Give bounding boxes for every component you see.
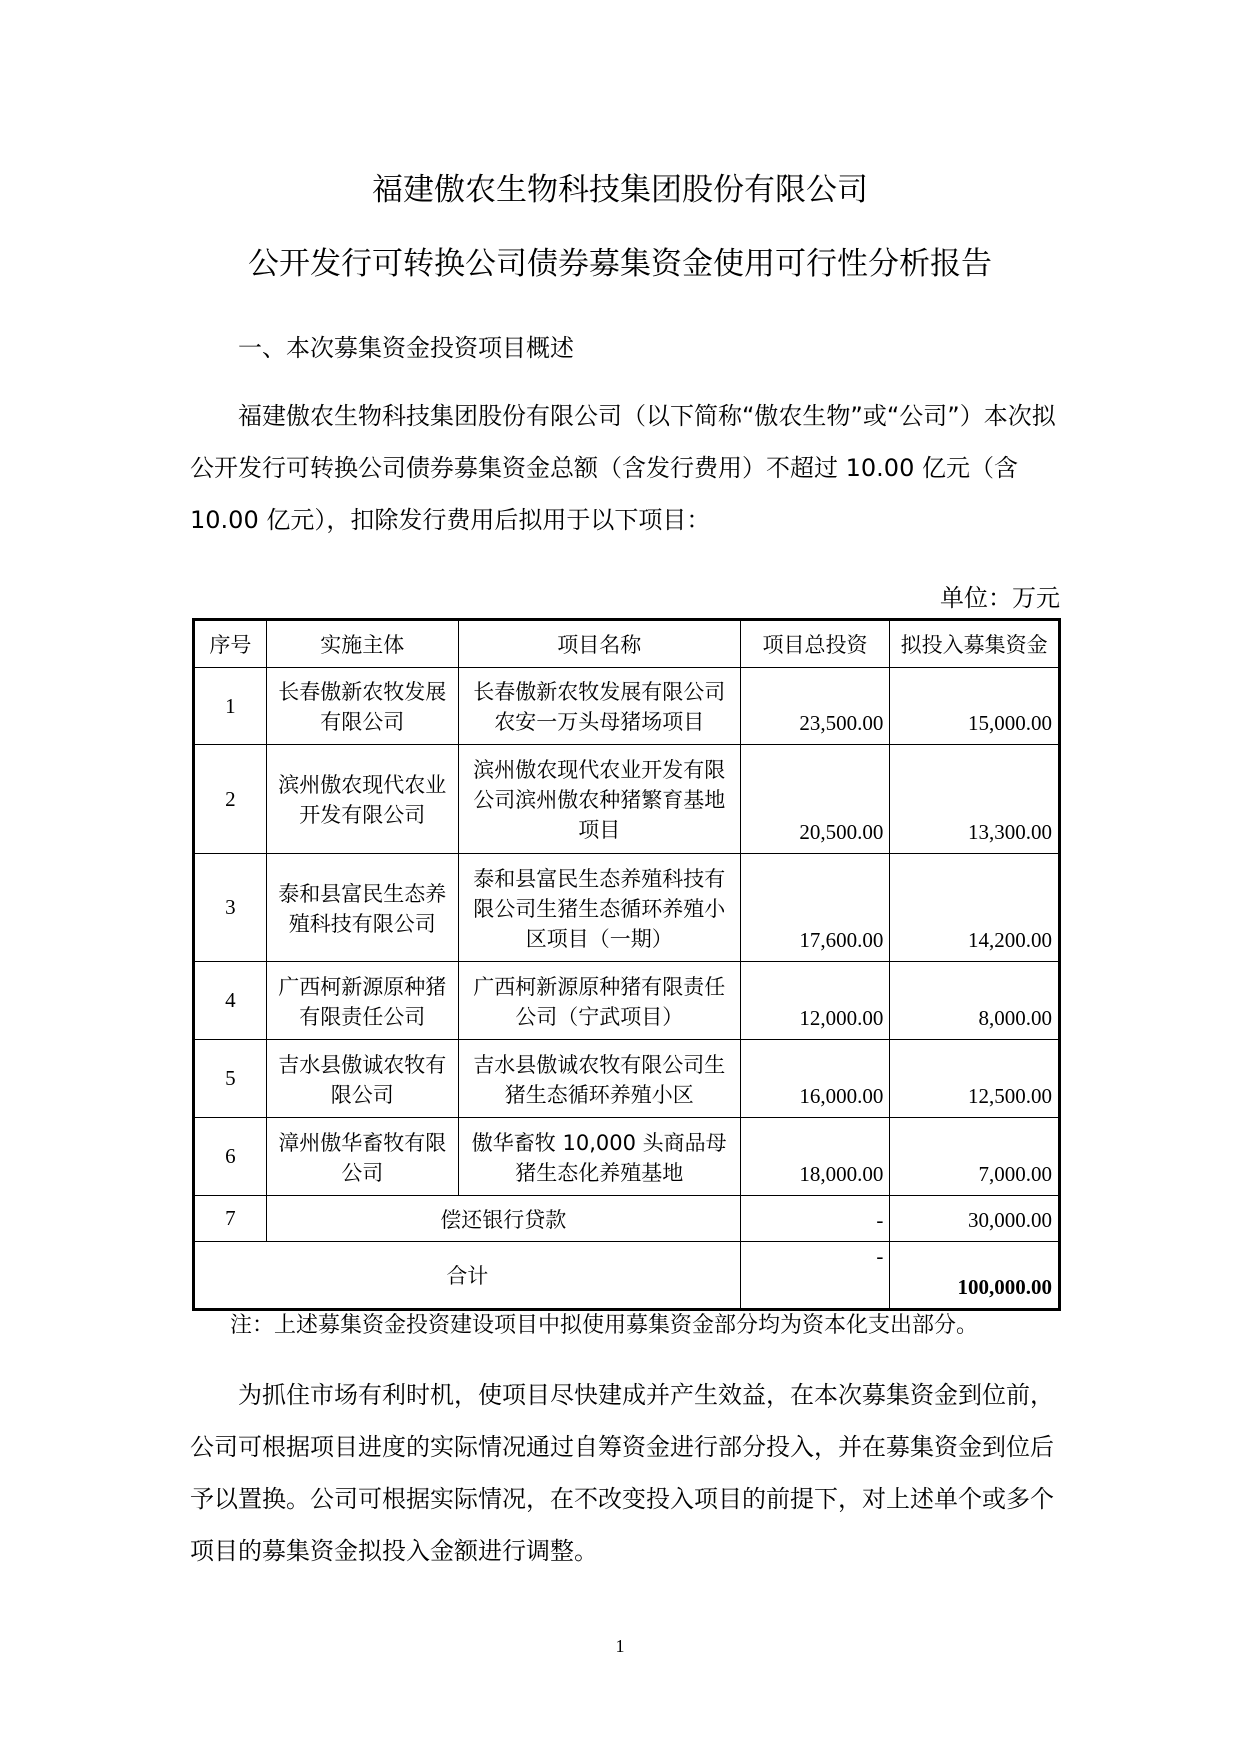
cell-raise: 30,000.00 — [890, 1196, 1060, 1242]
cell-entity: 长春傲新农牧发展有限公司 — [266, 668, 458, 745]
section-heading: 一、本次募集资金投资项目概述 — [238, 334, 574, 362]
cell-total: 17,600.00 — [740, 854, 890, 962]
table-header — [194, 620, 1060, 668]
cell-no: 6 — [194, 1118, 267, 1196]
cell-project: 吉水县傲诚农牧有限公司生猪生态循环养殖小区 — [458, 1040, 740, 1118]
page-number: 1 — [615, 1636, 625, 1656]
cell-project: 滨州傲农现代农业开发有限公司滨州傲农种猪繁育基地项目 — [458, 745, 740, 854]
cell-raise: 7,000.00 — [890, 1118, 1060, 1196]
cell-raise: 8,000.00 — [890, 962, 1060, 1040]
cell-entity: 滨州傲农现代农业开发有限公司 — [266, 745, 458, 854]
cell-entity: 广西柯新源原种猪有限责任公司 — [266, 962, 458, 1040]
paragraph-2: 为抓住市场有利时机，使项目尽快建成并产生效益，在本次募集资金到位前，公司可根据项目进度的实际情况通过自筹资金进行部分投入，并在募集资金到位后予以置换。公司可根据实际情况，在不改变投入项目的前提下，对上述单个或多个项目的募集资金拟投入金额进行调整。 — [190, 1381, 1054, 1565]
table-note: 注：上述募集资金投资建设项目中拟使用募集资金部分均为资本化支出部分。 — [230, 1313, 979, 1338]
title-report: 公开发行可转换公司债券募集资金使用可行性分析报告 — [248, 246, 992, 282]
cell-total: - — [740, 1196, 890, 1242]
cell-project: 傲华畜牧 10,000 头商品母猪生态化养殖基地 — [458, 1118, 740, 1196]
cell-entity: 漳州傲华畜牧有限公司 — [266, 1118, 458, 1196]
cell-project: 广西柯新源原种猪有限责任公司（宁武项目） — [458, 962, 740, 1040]
table-row — [194, 745, 1060, 854]
table-row — [194, 1196, 1060, 1242]
cell-project: 长春傲新农牧发展有限公司农安一万头母猪场项目 — [458, 668, 740, 745]
cell-no: 5 — [194, 1040, 267, 1118]
cell-no: 3 — [194, 854, 267, 962]
cell-no: 1 — [194, 668, 267, 745]
header-raise: 拟投入募集资金 — [890, 620, 1060, 668]
cell-sum-total: - — [740, 1242, 890, 1310]
cell-entity: 泰和县富民生态养殖科技有限公司 — [266, 854, 458, 962]
table-row — [194, 854, 1060, 962]
cell-loan-repayment: 偿还银行贷款 — [266, 1196, 740, 1242]
header-no: 序号 — [194, 620, 267, 668]
cell-total: 20,500.00 — [740, 745, 890, 854]
table-row — [194, 962, 1060, 1040]
cell-raise: 12,500.00 — [890, 1040, 1060, 1118]
table-row — [194, 668, 1060, 745]
cell-no: 4 — [194, 962, 267, 1040]
cell-raise: 15,000.00 — [890, 668, 1060, 745]
cell-project: 泰和县富民生态养殖科技有限公司生猪生态循环养殖小区项目（一期） — [458, 854, 740, 962]
intro-paragraph: 福建傲农生物科技集团股份有限公司（以下简称“傲农生物”或“公司”）本次拟公开发行可转换公司债券募集资金总额（含发行费用）不超过 10.00 亿元（含 10.00 亿元），扣除发行费用后拟用于以下项目： — [190, 402, 1056, 534]
cell-total: 18,000.00 — [740, 1118, 890, 1196]
cell-no: 7 — [194, 1196, 267, 1242]
cell-total: 23,500.00 — [740, 668, 890, 745]
header-total: 项目总投资 — [740, 620, 890, 668]
cell-raise: 14,200.00 — [890, 854, 1060, 962]
cell-no: 2 — [194, 745, 267, 854]
table-row — [194, 1040, 1060, 1118]
project-table — [192, 618, 1061, 1311]
header-project: 项目名称 — [458, 620, 740, 668]
cell-total: 16,000.00 — [740, 1040, 890, 1118]
header-entity: 实施主体 — [266, 620, 458, 668]
cell-sum-label: 合计 — [194, 1242, 741, 1310]
table-row — [194, 1118, 1060, 1196]
cell-total: 12,000.00 — [740, 962, 890, 1040]
cell-raise: 13,300.00 — [890, 745, 1060, 854]
title-company: 福建傲农生物科技集团股份有限公司 — [372, 172, 868, 208]
cell-sum-raise: 100,000.00 — [890, 1242, 1060, 1310]
unit-label: 单位：万元 — [940, 584, 1060, 612]
cell-entity: 吉水县傲诚农牧有限公司 — [266, 1040, 458, 1118]
